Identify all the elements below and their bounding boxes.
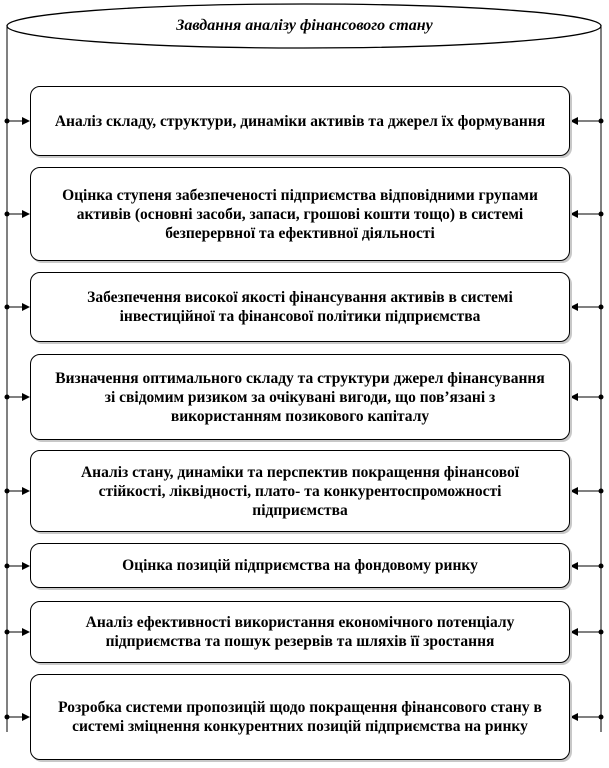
task-box-4: Визначення оптимального складу та структури джерел фінансування зі свідомим ризиком за очікувані вигоди, що пов’язані з використанням позикового капіталу [30, 354, 570, 440]
left-junction-dot-1 [5, 119, 10, 124]
task-box-2: Оцінка ступеня забезпеченості підприємства відповідними групами активів (основні засоби, запаси, грошові кошти тощо) в системі безперервної та ефективної діяльності [30, 167, 570, 261]
right-junction-dot-5 [599, 489, 604, 494]
task-box-5: Аналіз стану, динаміки та перспектив покращення фінансової стійкості, ліквідності, плато- та конкурентоспроможності підприємства [30, 450, 570, 532]
right-junction-dot-4 [599, 395, 604, 400]
left-junction-dot-6 [5, 564, 10, 569]
left-junction-dot-3 [5, 305, 10, 310]
right-junction-dot-1 [599, 119, 604, 124]
task-box-3: Забезпечення високої якості фінансування активів в системі інвестиційної та фінансової політики підприємства [30, 272, 570, 342]
task-box-6: Оцінка позицій підприємства на фондовому ринку [30, 543, 570, 588]
left-junction-dot-2 [5, 212, 10, 217]
left-junction-dot-8 [5, 715, 10, 720]
left-junction-dot-4 [5, 395, 10, 400]
task-box-7: Аналіз ефективності використання економічного потенціалу підприємства та пошук резервів та шляхів її зростання [30, 601, 570, 663]
right-junction-dot-2 [599, 212, 604, 217]
diagram-title: Завдання аналізу фінансового стану [176, 17, 433, 34]
right-junction-dot-8 [599, 715, 604, 720]
task-box-8: Розробка системи пропозицій щодо покращення фінансового стану в системі зміцнення конкурентних позицій підприємства на ринку [30, 674, 570, 760]
left-junction-dot-5 [5, 489, 10, 494]
right-junction-dot-6 [599, 564, 604, 569]
left-junction-dot-7 [5, 630, 10, 635]
right-junction-dot-3 [599, 305, 604, 310]
task-box-1: Аналіз складу, структури, динаміки активів та джерел їх формування [30, 86, 570, 156]
right-junction-dot-7 [599, 630, 604, 635]
